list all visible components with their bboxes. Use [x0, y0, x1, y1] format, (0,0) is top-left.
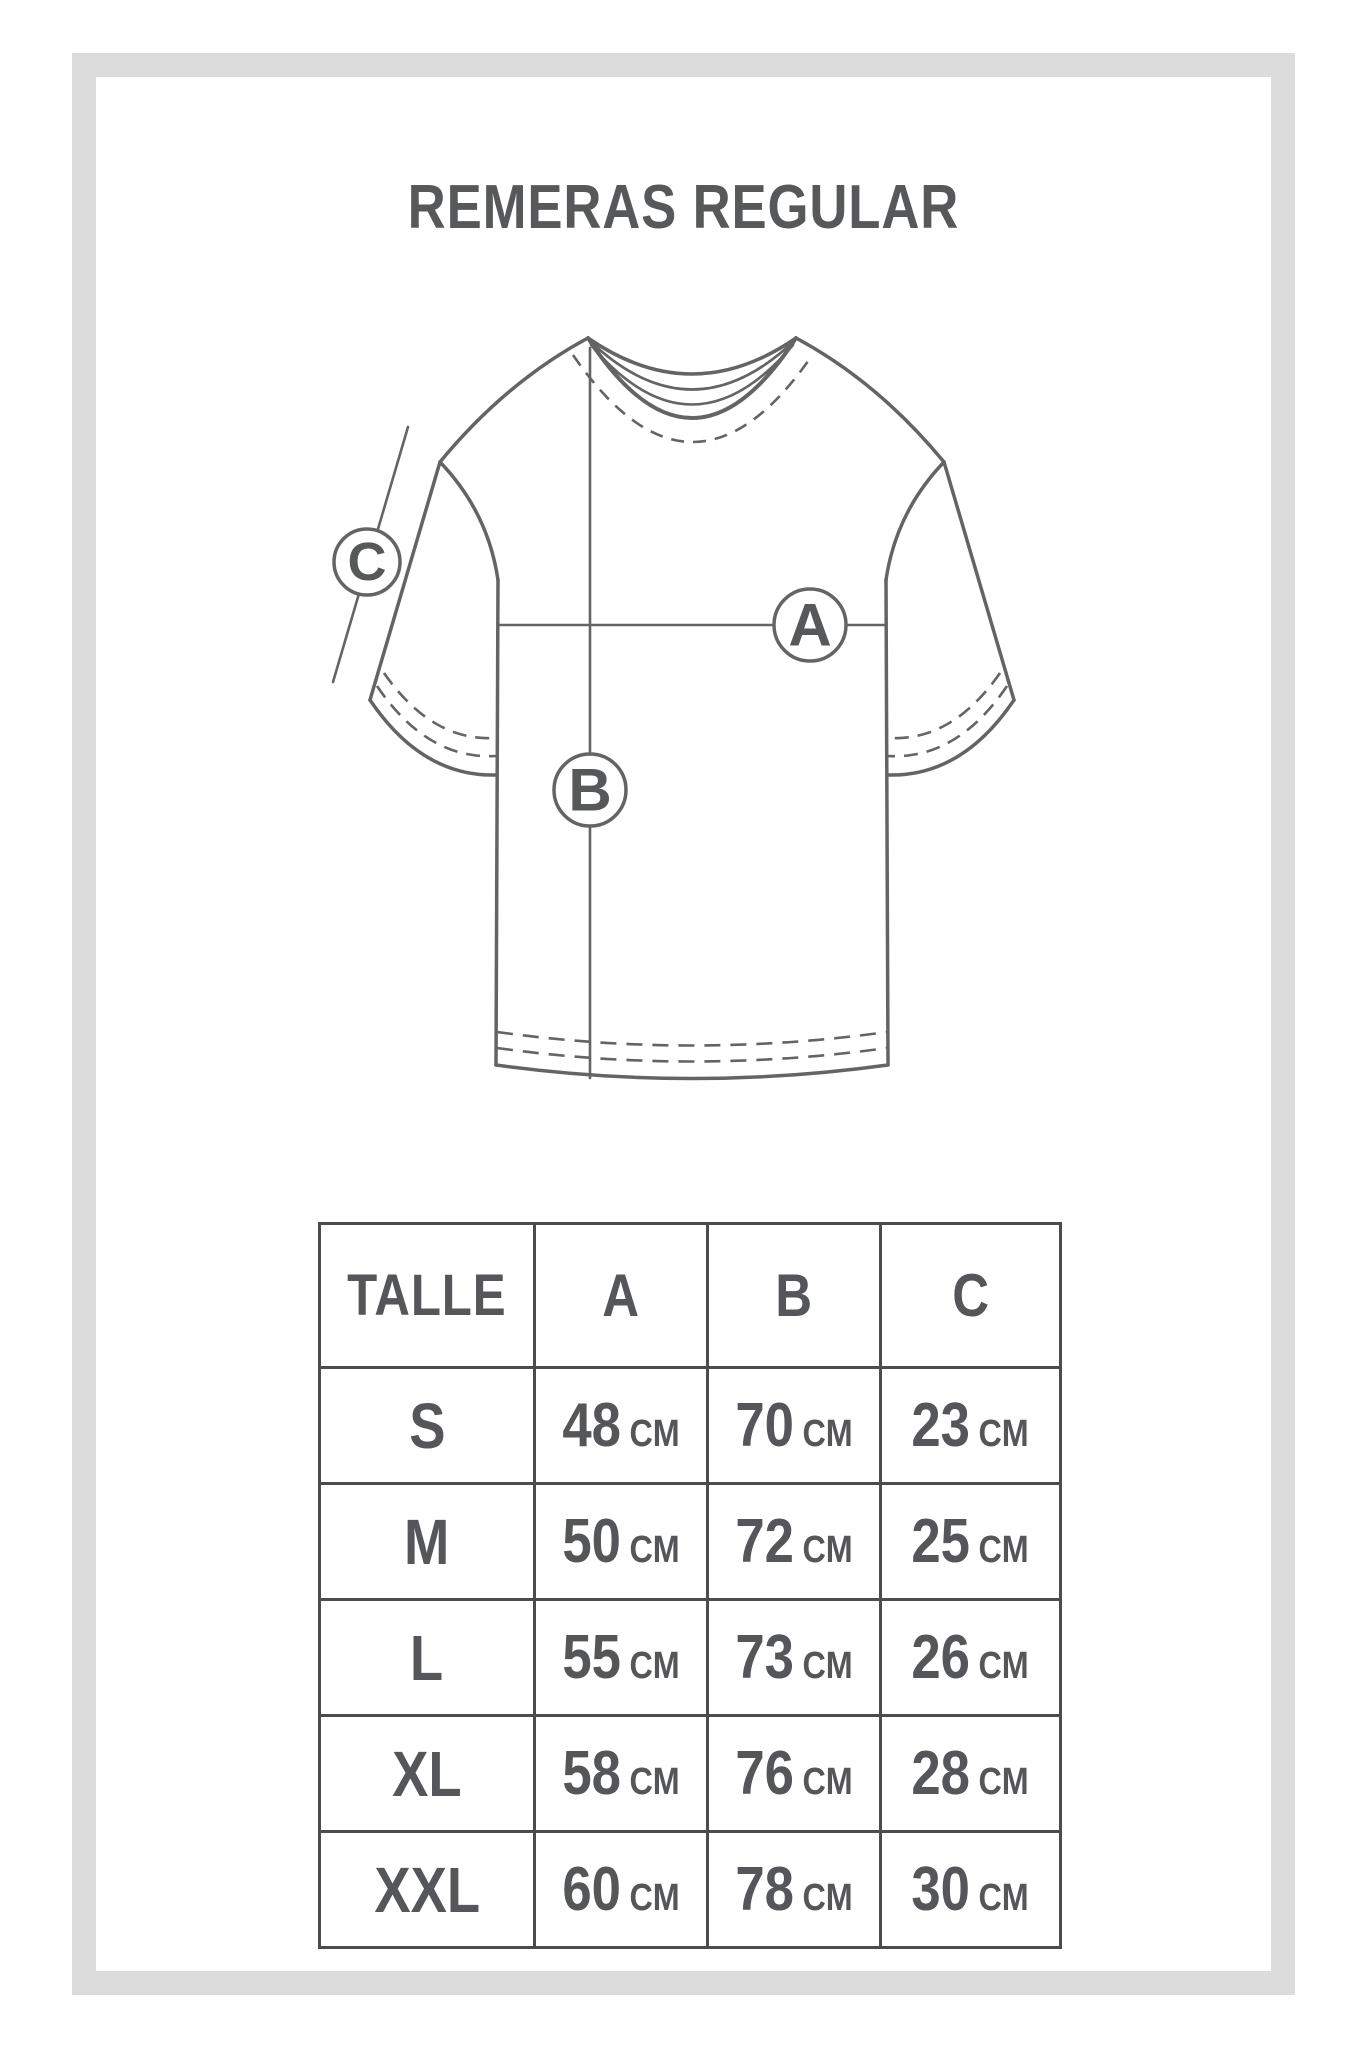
size-table-header-row [320, 1224, 1061, 1368]
header-a: A [534, 1224, 707, 1368]
measure-badge-b [554, 754, 626, 826]
measure-cell: 23 CM [880, 1368, 1060, 1484]
page-title-text: REMERAS REGULAR [407, 173, 960, 242]
sleeve-left [370, 462, 498, 775]
table-row-l [320, 1600, 1061, 1716]
tshirt-measurement-diagram [310, 290, 1030, 1130]
collar [588, 338, 796, 418]
measure-cell: 48 CM [534, 1368, 707, 1484]
size-cell: XXL [320, 1832, 535, 1948]
measure-label-c: C [347, 532, 387, 592]
table-row-xxl [320, 1832, 1061, 1948]
shoulder-seam-left [440, 338, 588, 462]
measure-cell: 30 CM [880, 1832, 1060, 1948]
size-cell: L [320, 1600, 535, 1716]
body-hem-stitch [497, 1032, 887, 1062]
measure-badge-c [334, 529, 400, 595]
table-row-m [320, 1484, 1061, 1600]
page-title [0, 172, 1367, 243]
measure-cell: 73 CM [708, 1600, 881, 1716]
measure-cell: 28 CM [880, 1716, 1060, 1832]
sleeve-hem-stitch-left [377, 673, 496, 756]
size-table [318, 1222, 1062, 1949]
shoulder-seam-right [796, 338, 944, 462]
table-row-s [320, 1368, 1061, 1484]
size-cell: S [320, 1368, 535, 1484]
measure-cell: 72 CM [708, 1484, 881, 1600]
sleeve-hem-stitch-right [888, 673, 1007, 756]
sleeve-right [886, 462, 1014, 775]
measure-cell: 26 CM [880, 1600, 1060, 1716]
header-talle: TALLE [320, 1224, 535, 1368]
measure-cell: 60 CM [534, 1832, 707, 1948]
size-cell: M [320, 1484, 535, 1600]
size-cell: XL [320, 1716, 535, 1832]
measure-cell: 76 CM [708, 1716, 881, 1832]
measure-cell: 25 CM [880, 1484, 1060, 1600]
header-b: B [708, 1224, 881, 1368]
measure-label-b: B [568, 756, 612, 824]
measure-cell: 78 CM [708, 1832, 881, 1948]
table-row-xl [320, 1716, 1061, 1832]
header-c: C [880, 1224, 1060, 1368]
measure-badge-a [774, 589, 846, 661]
measure-cell: 50 CM [534, 1484, 707, 1600]
measure-label-a: A [788, 591, 832, 659]
measure-cell: 70 CM [708, 1368, 881, 1484]
measure-cell: 58 CM [534, 1716, 707, 1832]
measure-cell: 55 CM [534, 1600, 707, 1716]
